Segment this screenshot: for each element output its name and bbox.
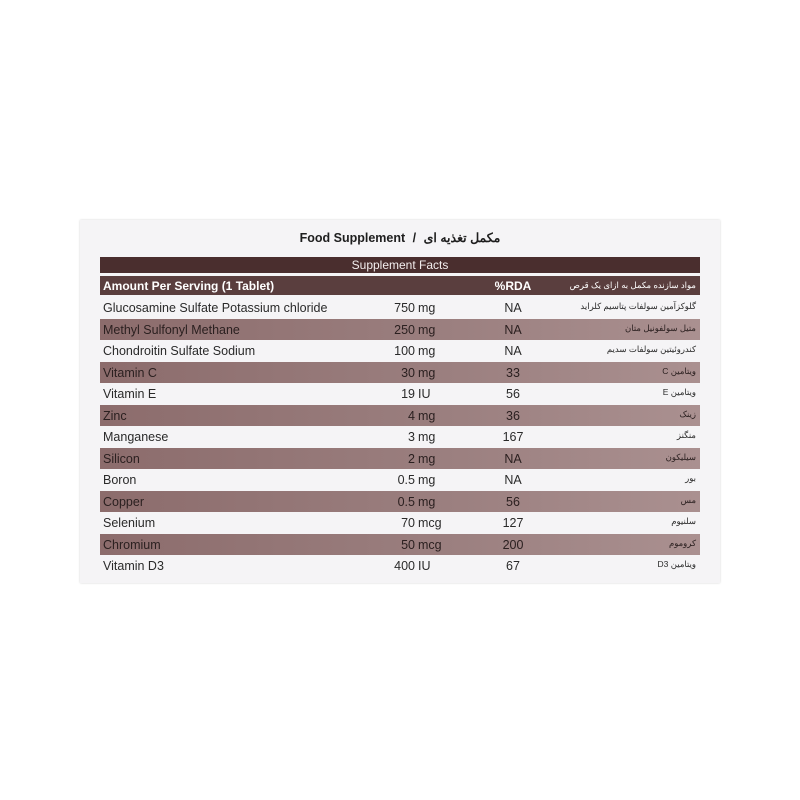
ingredient-name-persian: مس bbox=[680, 494, 696, 505]
table-row bbox=[100, 491, 700, 513]
ingredient-name: Vitamin E bbox=[103, 387, 157, 401]
ingredient-name-persian: متیل سولفونیل متان bbox=[625, 322, 696, 333]
ingredient-name: Chromium bbox=[103, 537, 161, 552]
table-row bbox=[100, 448, 700, 470]
amount-value: 30 bbox=[401, 365, 415, 380]
amount-value: 3 bbox=[408, 430, 415, 444]
supplement-table bbox=[100, 297, 700, 577]
amount-unit: mg bbox=[418, 430, 436, 444]
amount-value: 19 bbox=[401, 387, 415, 401]
ingredient-name-persian: ویتامین E bbox=[662, 387, 696, 397]
ingredient-name-persian: بور bbox=[685, 473, 696, 483]
ingredient-name-persian: زینک bbox=[679, 408, 696, 419]
ingredient-name: Silicon bbox=[103, 451, 140, 466]
table-row bbox=[100, 512, 700, 534]
table-row bbox=[100, 426, 700, 448]
table-row bbox=[100, 340, 700, 362]
table-row bbox=[100, 469, 700, 491]
ingredient-name: Vitamin D3 bbox=[103, 559, 164, 573]
table-row bbox=[100, 555, 700, 577]
ingredient-name: Copper bbox=[103, 494, 144, 509]
amount-value: 2 bbox=[408, 451, 415, 466]
rda-value: NA bbox=[504, 344, 522, 358]
rda-value: 67 bbox=[506, 559, 520, 573]
ingredient-name: Selenium bbox=[103, 516, 156, 530]
amount-unit: mcg bbox=[418, 537, 442, 552]
amount-value: 70 bbox=[401, 516, 415, 530]
rda-value: 200 bbox=[502, 537, 524, 552]
rda-value: NA bbox=[504, 301, 522, 315]
amount-unit: mg bbox=[418, 451, 436, 466]
header-amount-per-serving: Amount Per Serving (1 Tablet) bbox=[103, 279, 275, 293]
amount-value: 50 bbox=[401, 537, 415, 552]
ingredient-name: Boron bbox=[103, 473, 137, 487]
amount-value: 0.5 bbox=[397, 473, 415, 487]
amount-unit: mcg bbox=[418, 516, 442, 530]
amount-unit: IU bbox=[418, 559, 431, 573]
header-persian: مواد سازنده مکمل به ازای یک قرص bbox=[569, 280, 696, 290]
amount-unit: IU bbox=[418, 387, 431, 401]
table-row bbox=[100, 319, 700, 341]
ingredient-name: Manganese bbox=[103, 430, 169, 444]
rda-value: 36 bbox=[506, 408, 520, 423]
ingredient-name-persian: کندروئیتین سولفات سدیم bbox=[606, 344, 696, 354]
rda-value: 167 bbox=[502, 430, 524, 444]
amount-unit: mg bbox=[418, 494, 436, 509]
ingredient-name-persian: منگنز bbox=[676, 430, 696, 440]
title-english: Food Supplement bbox=[299, 231, 406, 245]
table-header bbox=[100, 276, 700, 295]
rda-value: 127 bbox=[502, 516, 524, 530]
amount-value: 100 bbox=[394, 344, 415, 358]
amount-value: 400 bbox=[394, 559, 415, 573]
amount-value: 250 bbox=[394, 322, 415, 337]
amount-value: 4 bbox=[408, 408, 415, 423]
amount-value: 0.5 bbox=[397, 494, 415, 509]
ingredient-name: Glucosamine Sulfate Potassium chloride bbox=[103, 301, 328, 315]
amount-value: 750 bbox=[394, 301, 415, 315]
ingredient-name-persian: سیلیکون bbox=[665, 451, 696, 462]
table-row bbox=[100, 297, 700, 319]
ingredient-name: Zinc bbox=[103, 408, 127, 423]
ingredient-name-persian: گلوکزآمین سولفات پتاسیم کلراید bbox=[580, 301, 696, 311]
rda-value: NA bbox=[504, 451, 522, 466]
table-row bbox=[100, 362, 700, 384]
ingredient-name-persian: کروموم bbox=[668, 537, 696, 548]
ingredient-name-persian: ویتامین D3 bbox=[657, 559, 696, 569]
rda-value: NA bbox=[504, 322, 522, 337]
header-rda: %RDA bbox=[494, 279, 532, 293]
supplement-facts-heading: Supplement Facts bbox=[100, 257, 700, 273]
ingredient-name-persian: ویتامین C bbox=[662, 365, 696, 376]
rda-value: NA bbox=[504, 473, 522, 487]
amount-unit: mg bbox=[418, 322, 436, 337]
amount-unit: mg bbox=[418, 301, 436, 315]
rda-value: 56 bbox=[506, 387, 520, 401]
title-persian: مکمل تغذیه ای bbox=[423, 231, 501, 245]
amount-unit: mg bbox=[418, 365, 436, 380]
supplement-label bbox=[80, 220, 720, 583]
ingredient-name: Methyl Sulfonyl Methane bbox=[103, 322, 240, 337]
ingredient-name: Chondroitin Sulfate Sodium bbox=[103, 344, 256, 358]
table-row bbox=[100, 383, 700, 405]
rda-value: 56 bbox=[506, 494, 520, 509]
amount-unit: mg bbox=[418, 408, 436, 423]
amount-unit: mg bbox=[418, 344, 436, 358]
label-title bbox=[80, 230, 720, 250]
rda-value: 33 bbox=[506, 365, 520, 380]
table-row bbox=[100, 405, 700, 427]
title-separator: / bbox=[412, 231, 417, 245]
ingredient-name-persian: سلنیوم bbox=[671, 516, 696, 526]
ingredient-name: Vitamin C bbox=[103, 365, 157, 380]
amount-unit: mg bbox=[418, 473, 436, 487]
table-row bbox=[100, 534, 700, 556]
